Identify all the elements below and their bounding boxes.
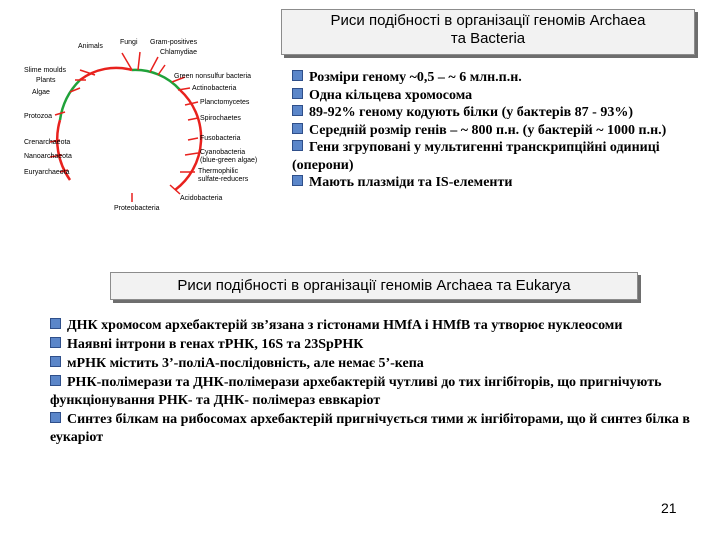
tree-label-protozoa: Protozoa [24, 113, 53, 120]
page-number: 21 [661, 500, 677, 516]
branch-chlamydiae [158, 65, 165, 75]
tree-label-planctomycetes: Planctomycetes [200, 99, 250, 106]
tree-label-cyanobacteria: Cyanobacteria [200, 149, 246, 156]
tree-label-spirochaetes: Spirochaetes [200, 115, 241, 122]
title-archaea-eukarya: Риси подібності в організації геномів Archaea та Eukarya [110, 272, 638, 300]
bullet-square-icon [292, 70, 303, 81]
bullet-square-icon [50, 337, 61, 348]
tree-label-gram-positives: Gram-positives [150, 39, 198, 46]
bullet-square-icon [292, 123, 303, 134]
tree-label-fungi: Fungi [120, 39, 138, 46]
tree-label-algae: Algae [32, 89, 50, 96]
bullet-square-icon [50, 356, 61, 367]
bullet-protein-synthesis: Синтез білкам на рибосомах архебактерій пригнічується тими ж інгібіторами, що й синтез білка в еукаріот [50, 412, 690, 445]
bullet-operons: Гени згруповані у мультигенні транскрипційні одиниці (оперони) [292, 140, 660, 173]
tree-label-green-nonsulfur: Green nonsulfur bacteria [174, 73, 252, 80]
tree-label-chlamydiae: Chlamydiae [160, 49, 197, 56]
bullet-square-icon [292, 140, 303, 151]
branch-fungi [138, 52, 140, 70]
tree-label-actinobacteria: Actinobacteria [192, 85, 237, 92]
branch-cyanobacteria [185, 153, 198, 155]
tree-label-sulfate-reducers: sulfate-reducers [198, 176, 249, 183]
bullet-introns: Наявні інтрони в генах тРНК, 16S та 23SрРНК [50, 336, 710, 354]
tree-label-acidobacteria: Acidobacteria [180, 195, 223, 202]
tree-label-animals: Animals [78, 43, 103, 50]
branch-fusobacteria [188, 138, 198, 140]
bullet-histones: ДНК хромосом архебактерій зв’язана з гістонами HMfA і HMfB та утворює нуклеосоми [50, 317, 710, 335]
branch-spirochaetes [188, 118, 198, 120]
tree-label-thermophilic: Thermophilic [198, 168, 239, 175]
title1-line1: Риси подібності в організації геномів Archaea [330, 12, 646, 29]
phylogenetic-tree [20, 30, 275, 220]
bullet-square-icon [50, 375, 61, 386]
bullet-ring-chromosome: Одна кільцева хромосома [292, 87, 712, 105]
bullet-gene-size: Середній розмір генів – ~ 800 п.н. (у бактерій ~ 1000 п.н.) [292, 122, 712, 140]
bullet-mrna-polya: мРНК містить 3’-поліА-послідовність, але немає 5’-кепа [50, 355, 710, 373]
bullet-square-icon [292, 105, 303, 116]
tree-label-proteobacteria: Proteobacteria [114, 205, 160, 212]
tree-label-slime-moulds: Slime moulds [24, 67, 67, 74]
bullet-list-bacteria [292, 69, 712, 192]
bullet-coding-proteins: 89-92% геному кодують білки (у бактерів 87 - 93%) [292, 104, 712, 122]
tree-label-fusobacteria: Fusobacteria [200, 135, 241, 142]
bullet-square-icon [50, 318, 61, 329]
tree-label-plants: Plants [36, 77, 56, 84]
tree-label-euryarchaeota: Euryarchaeota [24, 169, 70, 176]
bullet-square-icon [50, 412, 61, 423]
branch-gram [150, 57, 158, 72]
bullet-square-icon [292, 175, 303, 186]
title-archaea-bacteria [281, 9, 695, 55]
bullet-square-icon [292, 88, 303, 99]
tree-label-blue-green-algae: (blue-green algae) [200, 157, 258, 164]
tree-label-nanoarchaeota: Nanoarchaeota [24, 153, 72, 160]
bullet-list-eukarya [50, 317, 710, 448]
tree-arc-bacteria-top [132, 70, 180, 90]
bullet-polymerases: РНК-полімерази та ДНК-полімерази архебактерій чутливі до тих інгібіторів, що пригнічують функціонування РНК- та ДНК- полімераз еввкаріот [50, 375, 662, 408]
tree-arc-eukarya [80, 68, 132, 80]
tree-arc-protozoa [60, 80, 80, 120]
bullet-plasmids: Мають плазміди та IS-елементи [292, 174, 712, 192]
bullet-genome-size: Розміри геному ~0,5 – ~ 6 млн.п.н. [292, 69, 712, 87]
title1-line2: та Bacteria [450, 30, 526, 47]
tree-label-crenarchaeota: Crenarchaeota [24, 139, 71, 146]
